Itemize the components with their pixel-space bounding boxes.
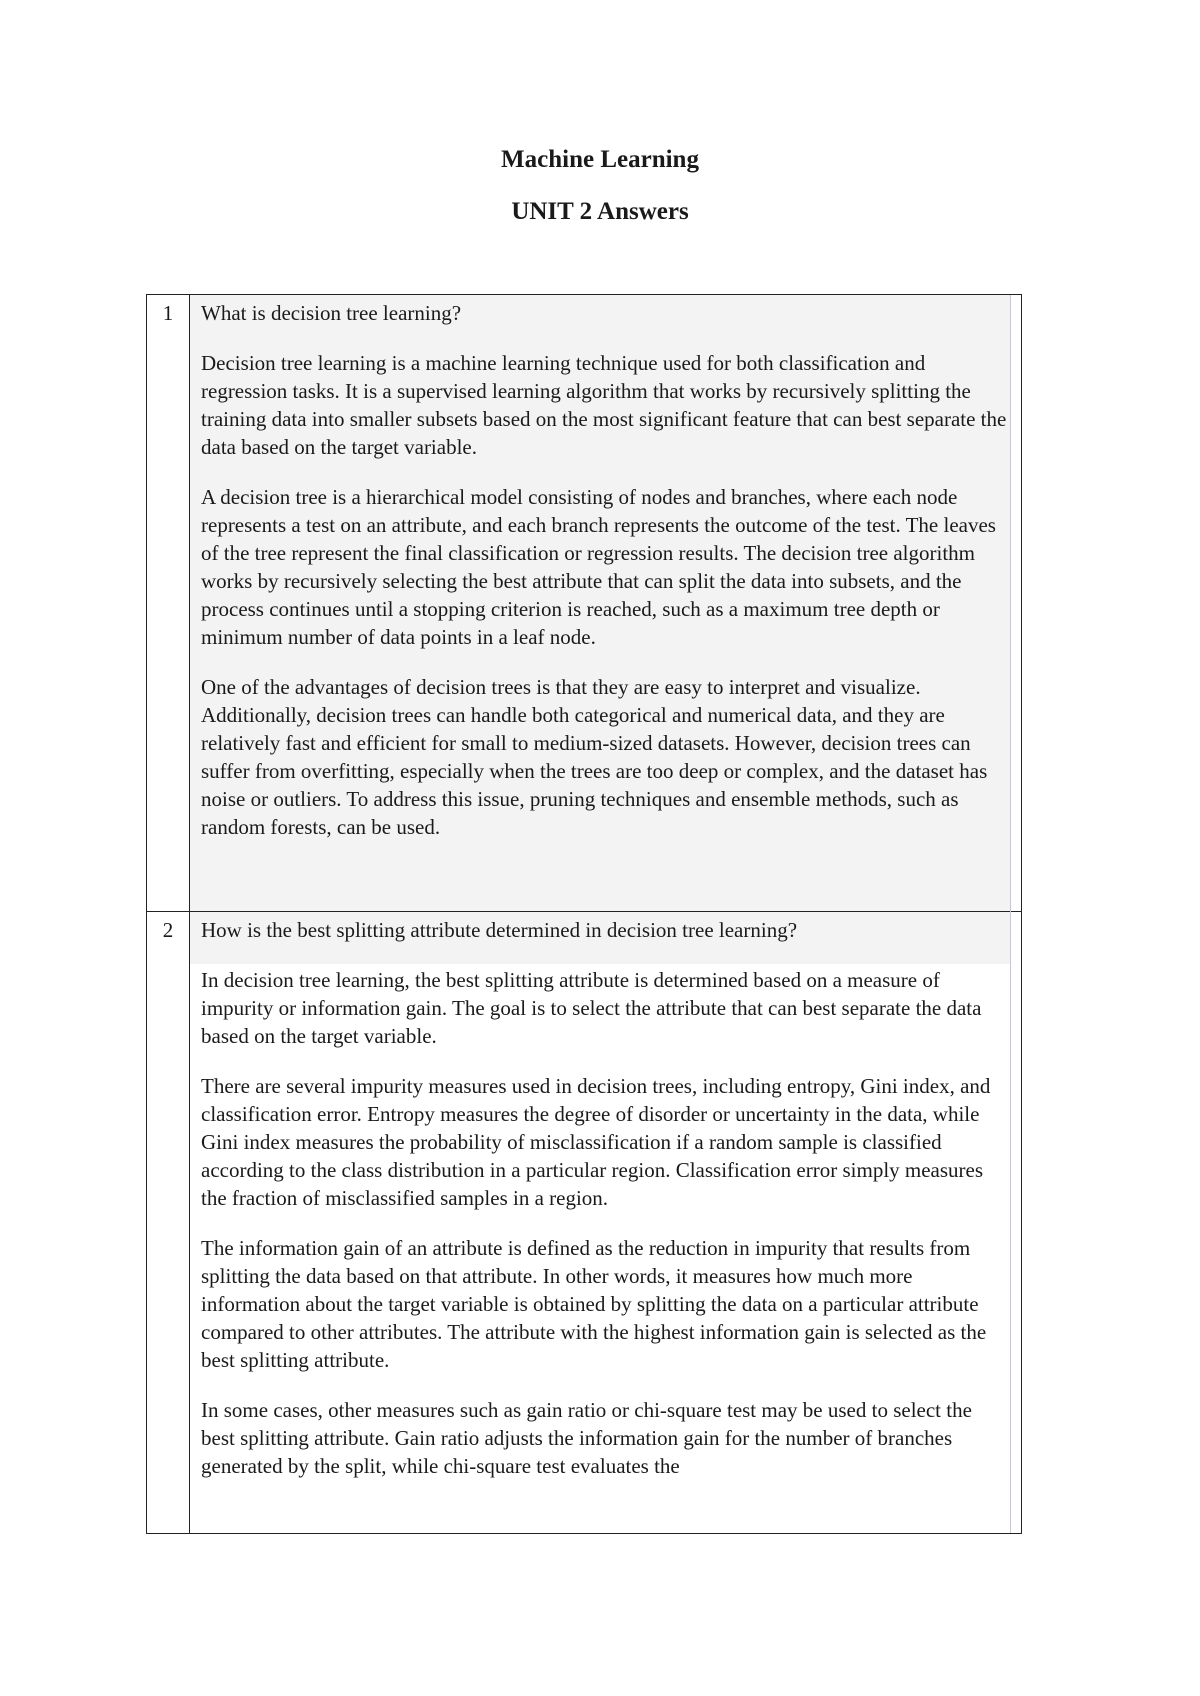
answer-paragraph: A decision tree is a hierarchical model consisting of nodes and branches, where each node represents a test on an attribute, and each branch represents the outcome of the test. The leaves of the tree represent the final classification or regression results. The decision tree algorithm works by recursively selecting the best attribute that can split the data into subsets, and the process continues until a stopping criterion is reached, such as a maximum tree depth or minimum number of data points in a leaf node.	[201, 485, 996, 649]
answer-paragraph: There are several impurity measures used in decision trees, including entropy, Gini index, and classification error. Entropy measures the degree of disorder or uncertainty in the data, while Gini index measures the probability of misclassification if a random sample is classified according to the class distribution in a particular region. Classification error simply measures the fraction of misclassified samples in a region.	[201, 1074, 991, 1210]
answer-paragraph: The information gain of an attribute is defined as the reduction in impurity that results from splitting the data based on that attribute. In other words, it measures how much more information about the target variable is obtained by splitting the data on a particular attribute compared to other attributes. The attribute with the highest information gain is selected as the best splitting attribute.	[201, 1236, 987, 1372]
question-text: What is decision tree learning?	[201, 301, 462, 325]
answer-paragraph: Decision tree learning is a machine learning technique used for both classification and regression tasks. It is a supervised learning algorithm that works by recursively splitting the training data into smaller subsets based on the most significant feature that can best separate the data based on the target variable.	[201, 351, 1007, 459]
row-content	[201, 916, 1009, 1480]
document-title: Machine Learning	[501, 146, 699, 173]
inner-border-line	[1010, 295, 1011, 1533]
answer-paragraph: In some cases, other measures such as gain ratio or chi-square test may be used to select the best splitting attribute. Gain ratio adjusts the information gain for the number of branches generated by the split, while chi-square test evaluates the	[201, 1398, 972, 1478]
row-number: 2	[162, 918, 174, 942]
row-content	[201, 299, 1009, 841]
question-text: How is the best splitting attribute determined in decision tree learning?	[201, 918, 798, 942]
table-row	[147, 295, 1021, 911]
row-number: 1	[162, 301, 174, 325]
table-row	[147, 911, 1021, 1534]
document-subtitle: UNIT 2 Answers	[511, 198, 689, 225]
answer-paragraph: In decision tree learning, the best splitting attribute is determined based on a measure of impurity or information gain. The goal is to select the attribute that can best separate the data based on the target variable.	[201, 968, 982, 1048]
qa-table	[146, 294, 1022, 1534]
answer-paragraph: One of the advantages of decision trees is that they are easy to interpret and visualize. Additionally, decision trees can handle both categorical and numerical data, and they are relatively fast and efficient for small to medium-sized datasets. However, decision trees can suffer from overfitting, especially when the trees are too deep or complex, and the dataset has noise or outliers. To address this issue, pruning techniques and ensemble methods, such as random forests, can be used.	[201, 675, 988, 839]
column-divider	[189, 295, 190, 1533]
